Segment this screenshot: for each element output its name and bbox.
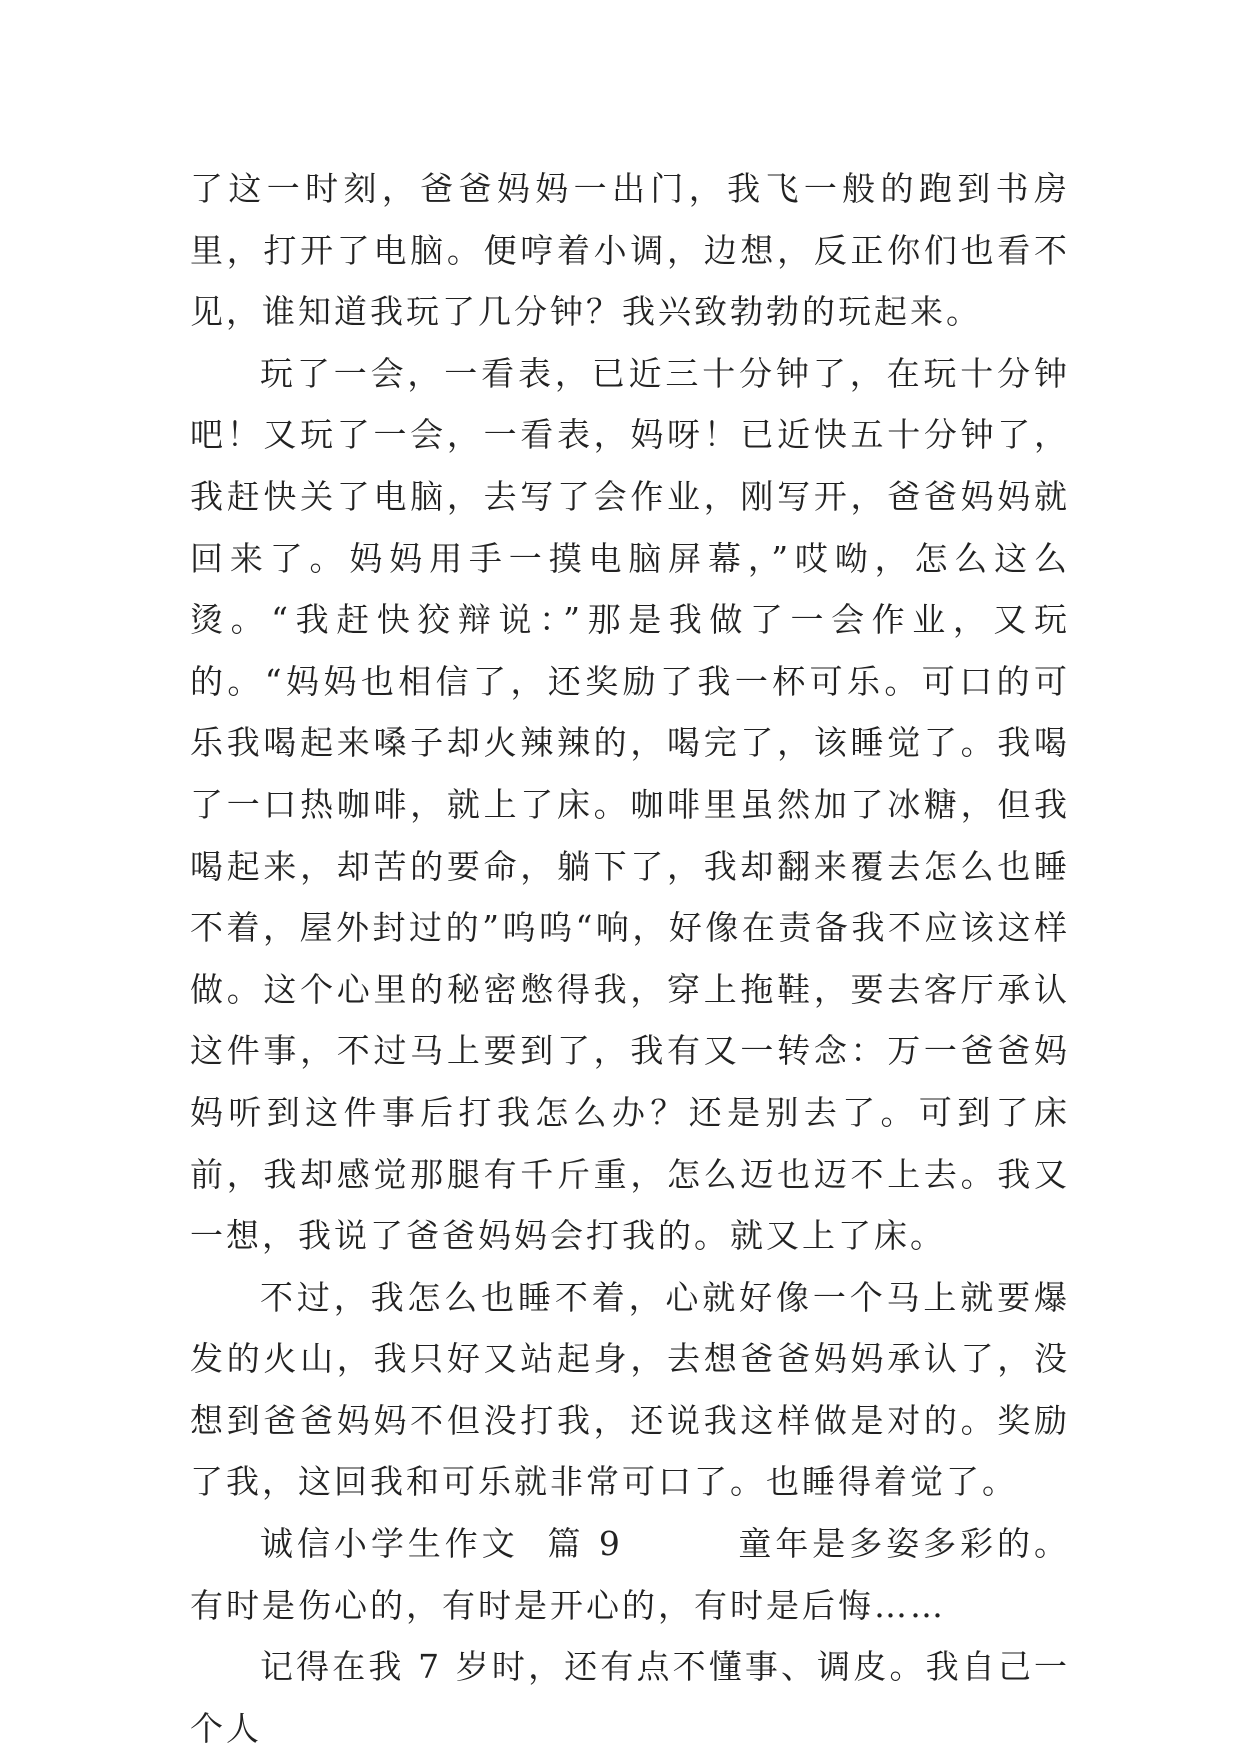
paragraph-4: 诚信小学生作文 篇 9 童年是多姿多彩的。有时是伤心的，有时是开心的，有时是后悔…… <box>190 1524 1070 1625</box>
paragraph-5: 记得在我 7 岁时，还有点不懂事、调皮。我自己一个人 <box>190 1647 1070 1748</box>
paragraph-1: 了这一时刻，爸爸妈妈一出门，我飞一般的跑到书房里，打开了电脑。便哼着小调，边想，反正你们也看不见，谁知道我玩了几分钟？我兴致勃勃的玩起来。 <box>190 169 1070 332</box>
paragraph-2: 玩了一会，一看表，已近三十分钟了，在玩十分钟吧！又玩了一会，一看表，妈呀！已近快五十分钟了，我赶快关了电脑，去写了会作业，刚写开，爸爸妈妈就回来了。妈妈用手一摸电脑屏幕，”哎呦，怎么这么烫。“我赶快狡辩说：”那是我做了一会作业，又玩的。“妈妈也相信了，还奖励了我一杯可乐。可口的可乐我喝起来嗓子却火辣辣的，喝完了，该睡觉了。我喝了一口热咖啡，就上了床。咖啡里虽然加了冰糖，但我喝起来，却苦的要命，躺下了，我却翻来覆去怎么也睡不着，屋外封过的”呜呜“响，好像在责备我不应该这样做。这个心里的秘密憋得我，穿上拖鞋，要去客厅承认这件事，不过马上要到了，我有又一转念：万一爸爸妈妈听到这件事后打我怎么办？还是别去了。可到了床前，我却感觉那腿有千斤重，怎么迈也迈不上去。我又一想，我说了爸爸妈妈会打我的。就又上了床。 <box>190 353 1070 1256</box>
document-body <box>190 158 1070 1759</box>
paragraph-3: 不过，我怎么也睡不着，心就好像一个马上就要爆发的火山，我只好又站起身，去想爸爸妈妈承认了，没想到爸爸妈妈不但没打我，还说我这样做是对的。奖励了我，这回我和可乐就非常可口了。也睡得着觉了。 <box>190 1277 1070 1502</box>
